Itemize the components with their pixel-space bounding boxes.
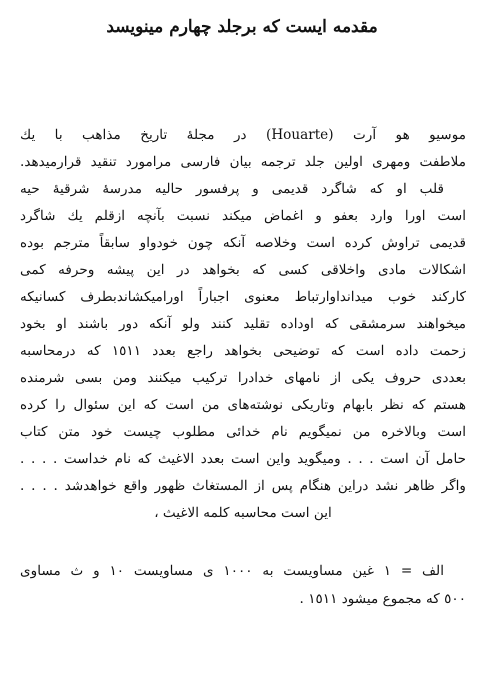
page-title: مقدمه ایست که برجلد چهارم مینویسد — [106, 17, 378, 37]
text-line: ٥٠٠ که مجموع میشود ١٥١١ . — [299, 591, 466, 607]
text-line: این است محاسبه کلمه الاغیث ، — [154, 505, 332, 521]
text-line: است اورا وارد بعفو و اغماض میکند نسبت بآنچه ازقلم یك شاگرد — [20, 208, 466, 224]
text-line: کارکند خوب میدانداوارتباط معنوی اجباراً اورامیکشاندبطرف کسانیکه — [20, 289, 466, 305]
text-line: است وبالاخره من نمیگویم نام خدائی مطلوب چیست خود متن کتاب — [20, 424, 466, 440]
text-line: هستم که نظر بابهام وتاریکی نوشته‌های من است که این سئوال را کرده — [20, 397, 466, 413]
text-line: الف = ١ غین مساویست به ١٠٠٠ ی مساویست ١٠ و ث مساوی — [20, 563, 444, 579]
text-line: قلب او که شاگرد قدیمی و پرفسور حالیه مدرسهٔ شرقیهٔ حیه — [20, 181, 444, 197]
text-line: موسیو هو آرت (Houarte) در مجلهٔ تاریخ مذاهب با یك — [20, 127, 466, 143]
text-line: اشکالات مادی واخلاقی کسی که بخواهد در این پیشه وحرفه کمی — [20, 262, 466, 278]
text-line: میخواهند سرمشقی که اوداده تقلید کنند ولو آنکه دور باشند او بخود — [20, 316, 466, 332]
text-line: قدیمی تراوش کرده است وخلاصه آنکه چون خودواو سابقاً مترجم بوده — [20, 235, 466, 251]
text-line: بعددی حروف یکی از نامهای خدادرا ترکیب میکنند ومن بسی شرمنده — [20, 370, 466, 386]
text-line: واگر ظاهر نشد دراین هنگام پس از المستغاث ظهور واقع خواهدشد . . . . — [20, 478, 466, 494]
text-line: حامل آن است . . . ومیگوید واین است بعدد الاغیث که نام خداست . . . . — [20, 451, 466, 467]
text-line: زحمت داده است که توضیحی بخواهد راجع بعدد ١٥١١ که درمحاسبه — [20, 343, 466, 359]
text-line: ملاطفت ومهری اولین جلد ترجمه بیان فارسی مرامورد تنقید قرارمیدهد. — [20, 154, 466, 170]
